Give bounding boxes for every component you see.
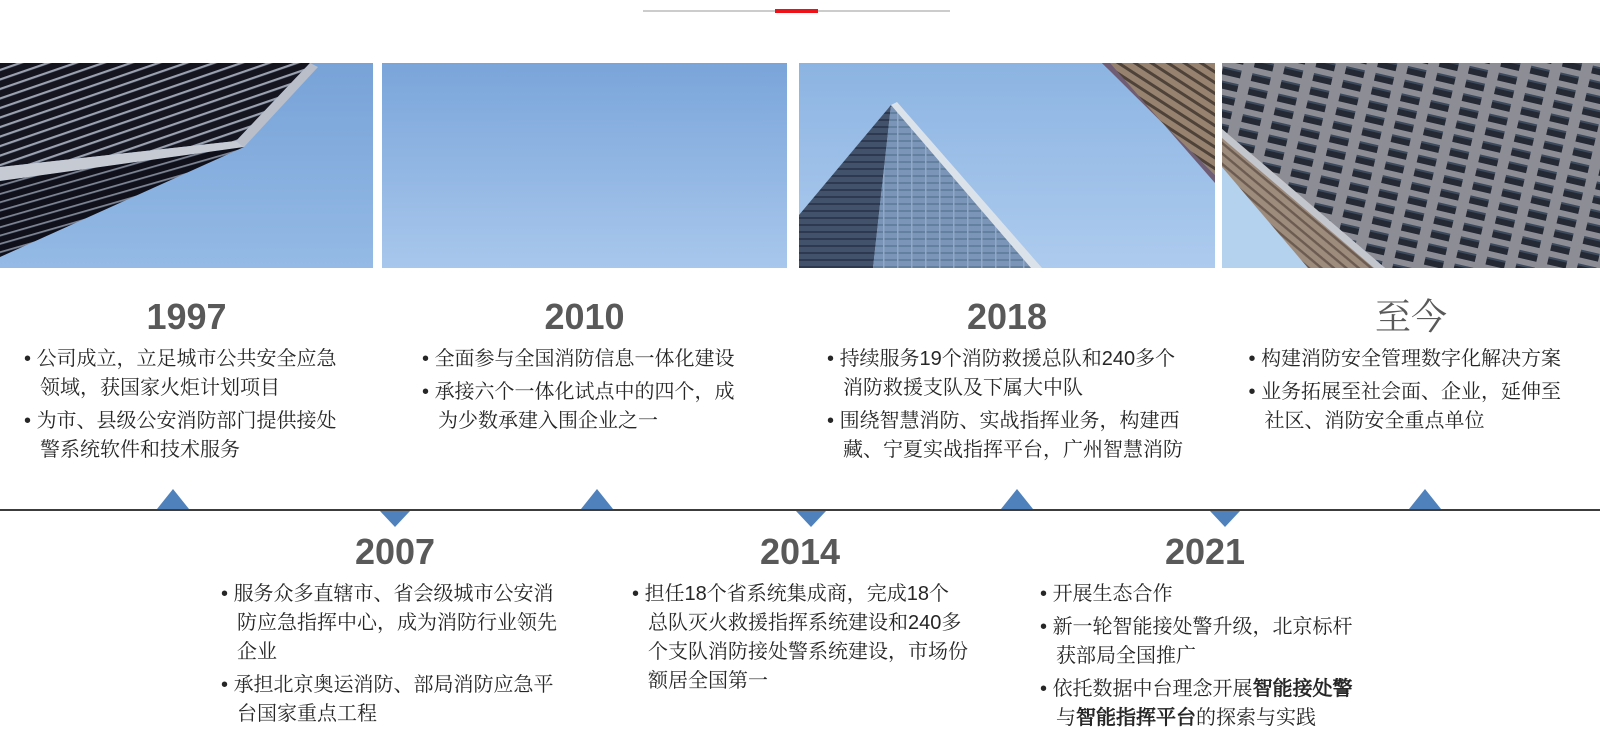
event-bullet [24, 345, 349, 403]
event-bullet [1249, 345, 1574, 374]
timeline-event-2014 [620, 530, 980, 700]
up-arrow-icon [157, 489, 189, 509]
event-bullets [1249, 345, 1574, 440]
event-bullets [827, 345, 1187, 469]
event-bullet [1040, 580, 1370, 609]
event-year: 至今 [1374, 296, 1447, 337]
bullet-text-segment: 业务拓展至社会面、企业，延伸至社区、消防安全重点单位 [1261, 381, 1562, 432]
bullet-text-segment: 新一轮智能接处警升级，北京标杆获部局全国推广 [1052, 616, 1353, 667]
photo-facade-4 [1222, 63, 1600, 268]
event-year: 2007 [354, 531, 436, 572]
timeline-event-2007 [215, 530, 575, 733]
sky-illustration [382, 63, 787, 268]
bullet-text-segment: 公司成立，立足城市公共安全应急领域，获国家火炬计划项目 [36, 348, 337, 399]
event-year: 2021 [1164, 531, 1246, 572]
event-bullet [221, 580, 569, 667]
photo-skyscraper-1 [0, 63, 373, 268]
bullet-text-segment: 智能接处警 [1252, 678, 1353, 700]
timeline-event-2018 [799, 295, 1215, 469]
tower-illustration [799, 63, 1215, 268]
event-year: 2018 [966, 296, 1048, 337]
event-bullet [221, 671, 569, 729]
event-bullet [632, 580, 968, 696]
down-arrow-icon [380, 511, 410, 527]
bullet-text-segment: 开展生态合作 [1052, 583, 1173, 605]
skyscraper-illustration [0, 63, 373, 268]
event-bullet [827, 407, 1187, 465]
event-bullets [24, 345, 349, 469]
up-arrow-icon [581, 489, 613, 509]
bullet-text-segment: 依托数据中台理念开展 [1052, 678, 1253, 700]
down-arrow-icon [1210, 511, 1240, 527]
bullet-text-segment: 为市、县级公安消防部门提供接处警系统软件和技术服务 [36, 410, 337, 461]
up-arrow-icon [1001, 489, 1033, 509]
timeline-event-1997 [0, 295, 373, 469]
event-bullet [1249, 378, 1574, 436]
timeline-event-2010 [382, 295, 787, 440]
photo-tower-3 [799, 63, 1215, 268]
bullet-text-segment: 担任18个省系统集成商，完成18个总队灭火救援指挥系统建设和240多个支队消防接处警系统建设，市场份额居全国第一 [644, 583, 968, 692]
event-bullets [632, 580, 968, 700]
event-bullets [1040, 580, 1370, 737]
event-bullet [1040, 613, 1370, 671]
event-year: 1997 [146, 296, 227, 337]
bullet-text-segment: 与 [1056, 707, 1076, 729]
timeline-event-2021 [1025, 530, 1385, 737]
photo-sky-2 [382, 63, 787, 268]
bullet-text-segment: 全面参与全国消防信息一体化建设 [434, 348, 735, 370]
timeline-event-至今 [1222, 295, 1600, 440]
up-arrow-icon [1409, 489, 1441, 509]
down-arrow-icon [796, 511, 826, 527]
event-bullet [422, 345, 747, 374]
bullet-text-segment: 智能指挥平台 [1076, 707, 1196, 729]
bullet-text-segment: 持续服务19个消防救援总队和240多个消防救援支队及下属大中队 [839, 348, 1176, 399]
bullet-text-segment: 的探索与实践 [1196, 707, 1316, 729]
event-year: 2010 [544, 296, 625, 337]
event-bullet [24, 407, 349, 465]
carousel-scrollbar-thumb[interactable] [775, 9, 818, 13]
facade-illustration [1222, 63, 1600, 268]
event-bullet [827, 345, 1187, 403]
bullet-text-segment: 服务众多直辖市、省会级城市公安消防应急指挥中心，成为消防行业领先企业 [233, 583, 557, 663]
event-bullet [1040, 675, 1370, 733]
bullet-text-segment: 构建消防安全管理数字化解决方案 [1261, 348, 1562, 370]
event-year: 2014 [759, 531, 841, 572]
bullet-text-segment: 承接六个一体化试点中的四个，成为少数承建入围企业之一 [434, 381, 735, 432]
bullet-text-segment: 承担北京奥运消防、部局消防应急平台国家重点工程 [233, 674, 554, 725]
event-bullets [422, 345, 747, 440]
event-bullet [422, 378, 747, 436]
event-bullets [221, 580, 569, 733]
bullet-text-segment: 围绕智慧消防、实战指挥业务，构建西藏、宁夏实战指挥平台，广州智慧消防 [839, 410, 1183, 461]
